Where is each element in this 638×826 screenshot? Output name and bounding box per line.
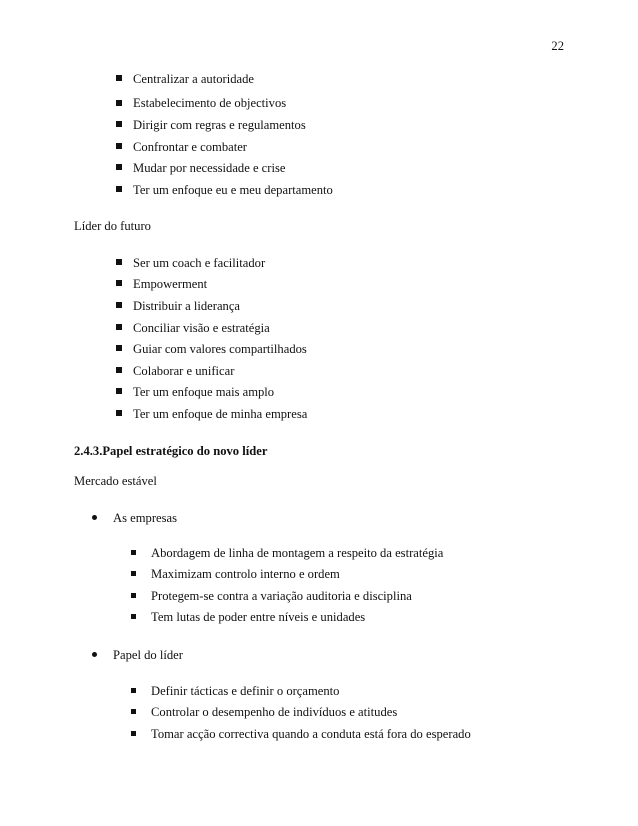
list-item-text: Tomar acção correctiva quando a conduta está fora do esperado bbox=[151, 727, 471, 741]
list-item-text: Dirigir com regras e regulamentos bbox=[133, 118, 306, 132]
list-item-text: Mudar por necessidade e crise bbox=[133, 161, 286, 175]
square-bullet-icon bbox=[116, 324, 122, 330]
list-item-text: Confrontar e combater bbox=[133, 140, 247, 154]
square-bullet-icon bbox=[131, 688, 136, 693]
section-heading: 2.4.3.Papel estratégico do novo líder bbox=[74, 444, 268, 458]
list-item-text: Estabelecimento de objectivos bbox=[133, 96, 287, 110]
square-bullet-icon bbox=[116, 388, 122, 394]
list-item-text: Definir tácticas e definir o orçamento bbox=[151, 684, 340, 698]
list-item-text: Protegem-se contra a variação auditoria e disciplina bbox=[151, 589, 412, 603]
group-label: As empresas bbox=[113, 511, 178, 525]
square-bullet-icon bbox=[116, 280, 122, 286]
future-leader-label: Líder do futuro bbox=[74, 219, 151, 233]
list-item-text: Distribuir a liderança bbox=[133, 299, 241, 313]
list-item-text: Maximizam controlo interno e ordem bbox=[151, 567, 340, 581]
square-bullet-icon bbox=[116, 75, 122, 81]
page-number: 22 bbox=[551, 39, 564, 53]
group-label: Papel do líder bbox=[113, 648, 183, 662]
square-bullet-icon bbox=[116, 259, 122, 265]
list-item-text: Guiar com valores compartilhados bbox=[133, 342, 307, 356]
list-item-text: Controlar o desempenho de indivíduos e atitudes bbox=[151, 705, 398, 719]
square-bullet-icon bbox=[116, 410, 122, 416]
list-item-text: Ter um enfoque de minha empresa bbox=[133, 407, 308, 421]
list-item-text: Tem lutas de poder entre níveis e unidades bbox=[151, 610, 366, 624]
round-bullet-icon bbox=[92, 515, 97, 520]
square-bullet-icon bbox=[116, 186, 122, 192]
square-bullet-icon bbox=[116, 164, 122, 170]
square-bullet-icon bbox=[116, 143, 122, 149]
square-bullet-icon bbox=[116, 100, 122, 106]
square-bullet-icon bbox=[131, 550, 136, 555]
market-label: Mercado estável bbox=[74, 474, 157, 488]
square-bullet-icon bbox=[131, 731, 136, 736]
square-bullet-icon bbox=[131, 593, 136, 598]
list-item-text: Colaborar e unificar bbox=[133, 364, 235, 378]
square-bullet-icon bbox=[131, 709, 136, 714]
list-item-text: Ter um enfoque mais amplo bbox=[133, 385, 275, 399]
list-item-text: Conciliar visão e estratégia bbox=[133, 321, 270, 335]
square-bullet-icon bbox=[116, 367, 122, 373]
square-bullet-icon bbox=[116, 345, 122, 351]
square-bullet-icon bbox=[131, 614, 136, 619]
round-bullet-icon bbox=[92, 652, 97, 657]
list-item-text: Empowerment bbox=[133, 277, 208, 291]
list-item-text: Abordagem de linha de montagem a respeito da estratégia bbox=[151, 546, 444, 560]
square-bullet-icon bbox=[116, 302, 122, 308]
list-item-text: Centralizar a autoridade bbox=[133, 72, 254, 86]
square-bullet-icon bbox=[116, 121, 122, 127]
list-item-text: Ter um enfoque eu e meu departamento bbox=[133, 183, 333, 197]
list-item-text: Ser um coach e facilitador bbox=[133, 256, 266, 270]
square-bullet-icon bbox=[131, 571, 136, 576]
